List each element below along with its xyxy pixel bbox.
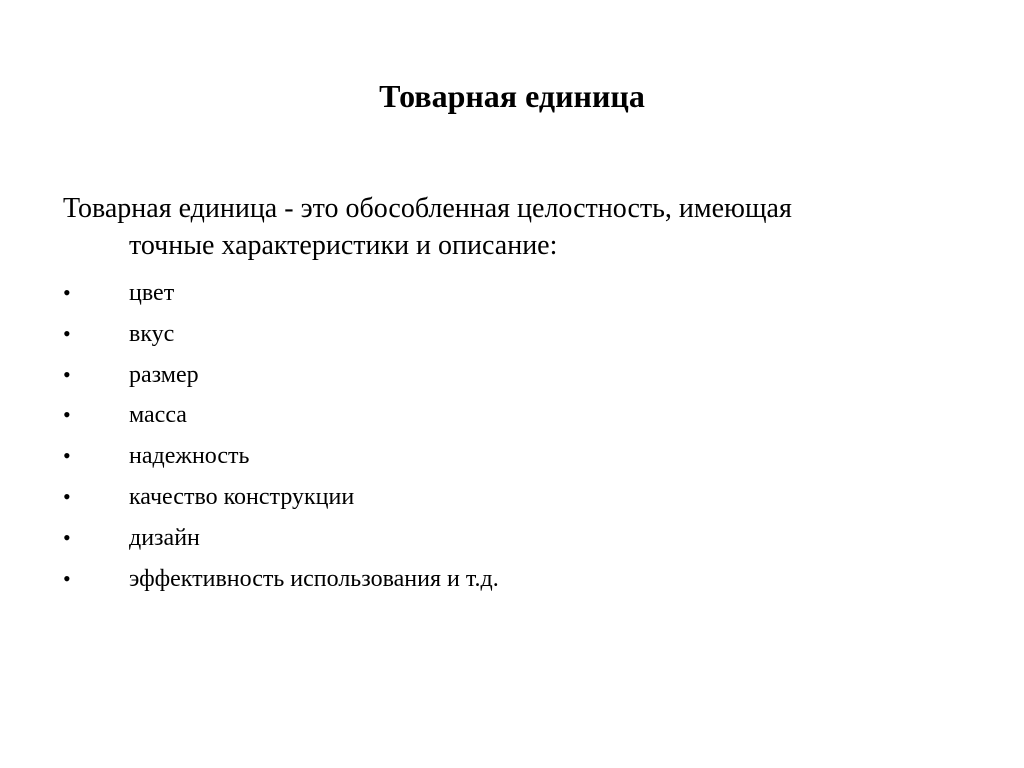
bullet-icon: •: [63, 280, 71, 305]
list-item: [63, 480, 499, 521]
slide-title: Товарная единица: [379, 78, 645, 114]
bullet-icon: •: [63, 565, 71, 591]
definition-line-2: точные характеристики и описание:: [129, 230, 558, 261]
bullet-icon: •: [63, 524, 71, 550]
bullet-icon: •: [63, 402, 71, 428]
list-item-label: качество конструкции: [129, 483, 355, 510]
list-item-label: масса: [129, 402, 187, 429]
characteristics-list: [63, 276, 499, 602]
list-item: [63, 358, 499, 399]
list-item-label: вкус: [129, 320, 175, 347]
list-item-label: эффективность использования и т.д.: [129, 565, 499, 592]
definition-text: [63, 190, 963, 264]
list-item-label: дизайн: [129, 524, 200, 551]
list-item: [63, 317, 499, 358]
bullet-icon: •: [63, 320, 71, 346]
definition-line-1: Товарная единица - это обособленная целостность, имеющая: [63, 193, 792, 224]
bullet-icon: •: [63, 443, 71, 469]
list-item: [63, 439, 499, 480]
list-item-label: размер: [129, 361, 199, 388]
list-item-label: надежность: [129, 443, 250, 470]
list-item-label: цвет: [129, 280, 175, 306]
list-item: [63, 276, 499, 317]
bullet-icon: •: [63, 361, 71, 387]
list-item: [63, 562, 499, 603]
list-item: [63, 521, 499, 562]
bullet-icon: •: [63, 483, 71, 509]
list-item: [63, 398, 499, 439]
